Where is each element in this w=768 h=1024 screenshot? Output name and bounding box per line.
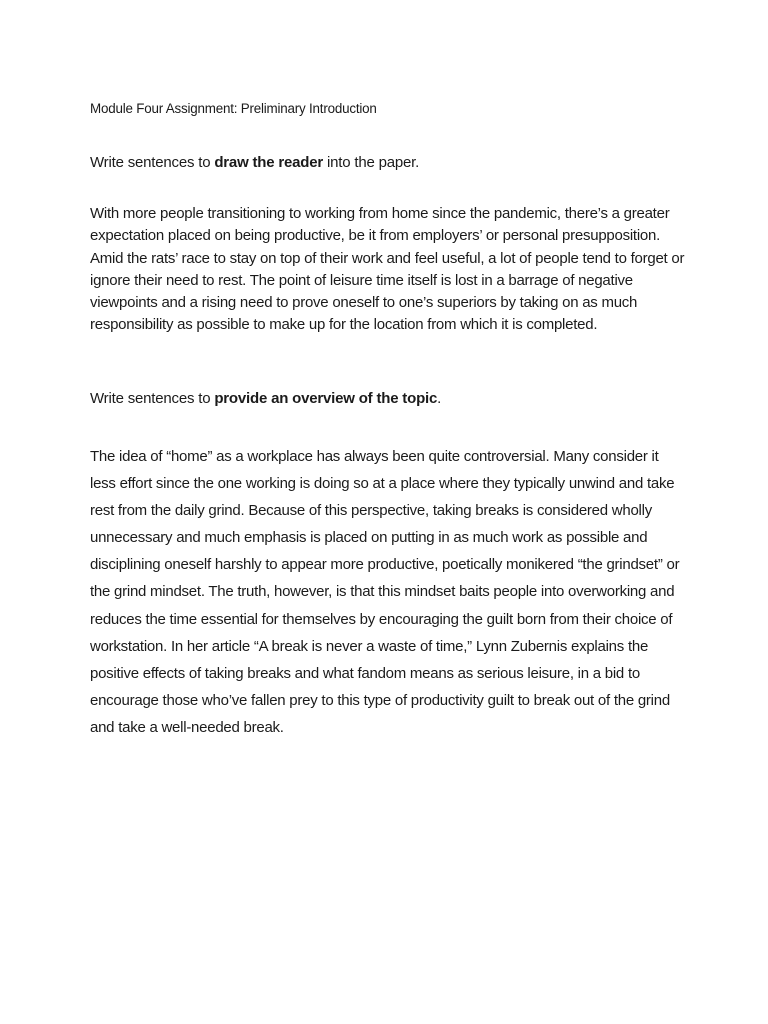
prompt-text: into the paper. (323, 154, 420, 171)
prompt-text: Write sentences to (90, 390, 215, 407)
prompt-text: Write sentences to (90, 154, 215, 171)
paragraph-overview: The idea of “home” as a workplace has always been quite controversial. Many consider it less effort since the one working is doing so at a place where they typically unwind and take rest from the daily grind. Because of this perspective, taking breaks is considered wholly unnecessary and much emphasis is placed on putting in as much work as possible and disciplining oneself harshly to appear more productive, poetically monikered “the grindset” or the grind mindset. The truth, however, is that this mindset baits people into overworking and reduces the time essential for themselves by encouraging the guilt born from their choice of workstation. In her article “A break is never a waste of time,” Lynn Zubernis explains the positive effects of taking breaks and what fandom means as serious leisure, in a bid to encourage those who’ve fallen prey to this type of productivity guilt to break out of the grind and take a well-needed break. (90, 448, 680, 736)
prompt-emphasis: draw the reader (214, 154, 324, 171)
prompt-emphasis: provide an overview of the topic (214, 390, 438, 407)
prompt-overview (90, 390, 441, 407)
prompt-draw-reader (90, 154, 419, 171)
prompt-text: . (437, 390, 442, 407)
paragraph-hook: With more people transitioning to working from home since the pandemic, there’s a greater expectation placed on being productive, be it from employers’ or personal presupposition. Amid the rats’ race to stay on top of their work and feel useful, a lot of people tend to forget or ignore their need to rest. The point of leisure time itself is lost in a barrage of negative viewpoints and a rising need to prove oneself to one’s superiors by taking on as much responsibility as possible to make up for the location from which it is completed. (90, 205, 685, 334)
document-title: Module Four Assignment: Preliminary Introduction (90, 101, 377, 116)
